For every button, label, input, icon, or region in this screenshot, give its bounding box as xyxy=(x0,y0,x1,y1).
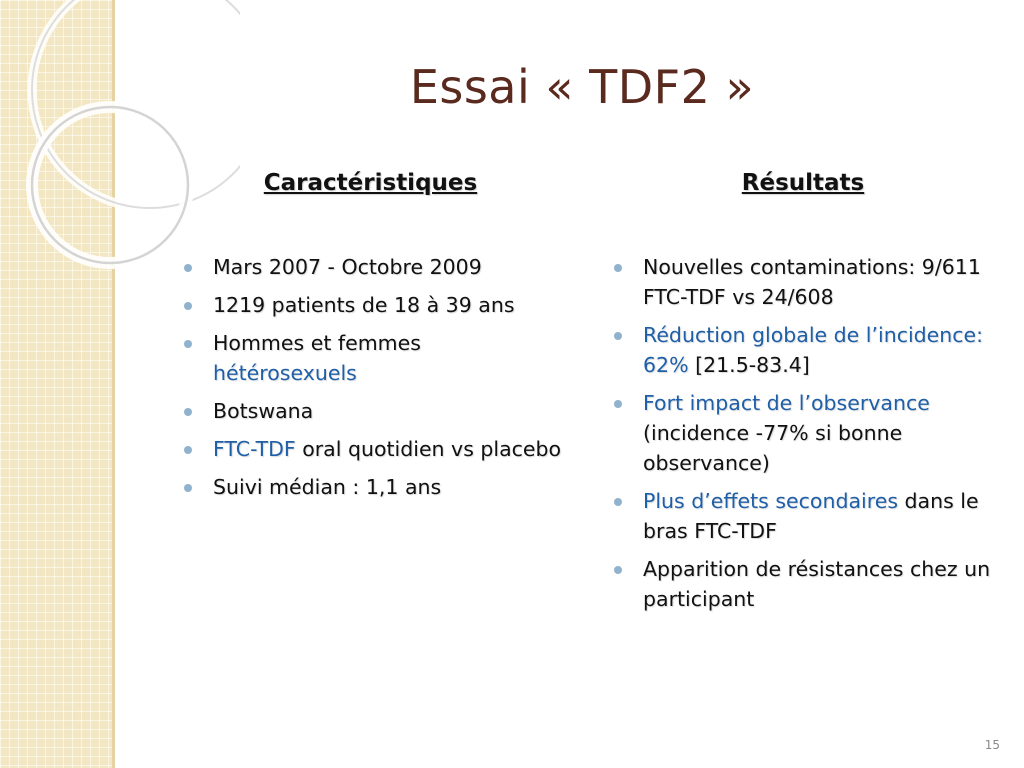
characteristics-heading: Caractéristiques xyxy=(263,170,478,196)
results-heading: Résultats xyxy=(741,170,865,196)
list-item-highlight-text: hétérosexuels xyxy=(213,361,357,385)
bullet-dot-icon xyxy=(184,264,192,272)
list-item xyxy=(608,486,998,546)
list-item-text: Apparition de résistances chez un participant xyxy=(643,557,991,611)
bullet-dot-icon xyxy=(614,400,622,408)
results-column xyxy=(608,170,998,622)
bullet-dot-icon xyxy=(614,332,622,340)
list-item-text: dans le bras FTC-TDF xyxy=(643,489,979,543)
list-item xyxy=(178,290,563,320)
list-item-text: Botswana xyxy=(213,399,314,423)
list-item-highlight-text: Fort impact de l’observance xyxy=(643,391,930,415)
list-item xyxy=(608,554,998,614)
list-item-text: [21.5-83.4] xyxy=(688,353,810,377)
list-item xyxy=(178,434,563,464)
bullet-dot-icon xyxy=(184,302,192,310)
characteristics-list xyxy=(178,252,563,502)
list-item xyxy=(178,396,563,426)
bullet-dot-icon xyxy=(614,498,622,506)
bullet-dot-icon xyxy=(614,566,622,574)
list-item-text: Suivi médian : 1,1 ans xyxy=(213,475,442,499)
list-item-text: Mars 2007 - Octobre 2009 xyxy=(213,255,482,279)
bullet-dot-icon xyxy=(184,484,192,492)
characteristics-column xyxy=(178,170,563,510)
list-item xyxy=(178,252,563,282)
list-item xyxy=(178,328,563,388)
list-item-text: oral quotidien vs placebo xyxy=(295,437,562,461)
bullet-dot-icon xyxy=(184,340,192,348)
list-item-highlight-text: Plus d’effets secondaires xyxy=(643,489,898,513)
slide-title: Essai « TDF2 » xyxy=(409,60,755,114)
list-item xyxy=(608,388,998,478)
bullet-dot-icon xyxy=(184,408,192,416)
list-item-text: Nouvelles contaminations: 9/611 FTC-TDF vs 24/608 xyxy=(643,255,981,309)
list-item xyxy=(178,472,563,502)
list-item xyxy=(608,252,998,312)
list-item-text: 1219 patients de 18 à 39 ans xyxy=(213,293,515,317)
list-item-text: (incidence -77% si bonne observance) xyxy=(643,421,903,475)
list-item-text: Hommes et femmes xyxy=(213,331,421,355)
slide-number: 15 xyxy=(984,738,1000,752)
list-item xyxy=(608,320,998,380)
list-item-highlight-text: Réduction globale de l’incidence: 62% xyxy=(643,323,984,377)
list-item-highlight-text: FTC-TDF xyxy=(213,437,296,461)
bullet-dot-icon xyxy=(184,446,192,454)
results-list xyxy=(608,252,998,614)
bullet-dot-icon xyxy=(614,264,622,272)
